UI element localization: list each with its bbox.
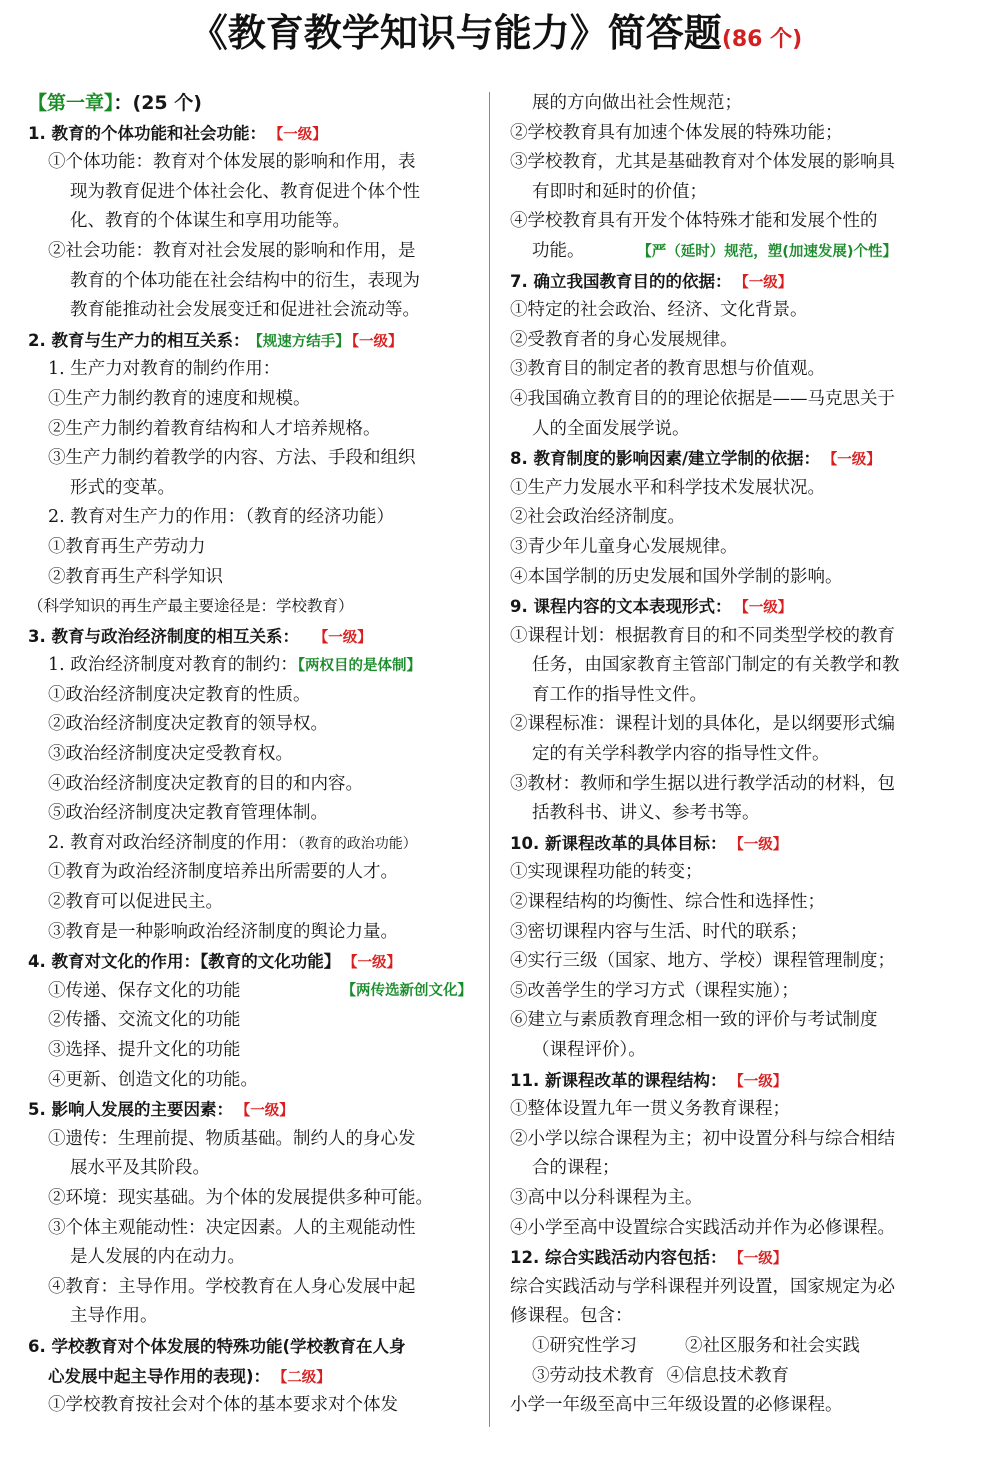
answer-line: 括教科书、讲义、参考书等。 [532,803,760,824]
answer-line: ②教育可以促进民主。 [48,892,223,913]
paragraph-line: 综合实践活动与学科课程并列设置，国家规定为必 [510,1276,895,1297]
level-tag: 【一级】 [736,836,788,853]
chapter-heading [28,89,478,119]
mnemonic-tag: 【两传选新创文化】 [341,982,472,999]
answer-line: ①生产力制约教育的速度和规模。 [48,388,311,409]
level-tag: 【一级】 [351,333,403,350]
answer-line: ②传播、交流文化的功能 [48,1010,241,1031]
answer-line: ②小学以综合课程为主；初中设置分科与综合相结 [510,1128,895,1149]
answer-line [28,977,478,1007]
answer-line: ②环境：现实基础。为个体的发展提供多种可能。 [48,1187,433,1208]
question-title: 6. 学校教育对个体发展的特殊功能(学校教育在人身 [28,1336,406,1356]
answer-line: ①实现课程功能的转变； [510,862,703,883]
paragraph-line: 小学一年级至高中三年级设置的必修课程。 [510,1395,843,1416]
question-title [28,947,478,977]
answer-line: ③密切课程内容与生活、时代的联系； [510,921,808,942]
answer-line: ③青少年儿童身心发展规律。 [510,536,738,557]
mnemonic-tag: 【规速方结手】 [255,333,350,350]
answer-line: 化、教育的个体谋生和享用功能等。 [70,211,350,232]
sub-heading-text: 1. 政治经济制度对教育的制约： [48,655,298,676]
answer-line: ④政治经济制度决定教育的目的和内容。 [48,773,363,794]
answer-line: 形式的变革。 [70,477,175,498]
answer-text: 功能。 [532,240,585,261]
note-line: （科学知识的再生产最主要途径是：学校教育） [28,597,354,616]
answer-line: 定的有关学科教学内容的指导性文件。 [532,744,830,765]
answer-line: ②受教育者的身心发展规律。 [510,329,738,350]
answer-line: ①个体功能：教育对个体发展的影响和作用，表 [48,152,416,173]
answer-line: 教育的个体功能在社会结构中的衍生，表现为 [70,270,420,291]
content-items-row [510,1332,960,1362]
answer-line: ⑤改善学生的学习方式（课程实施）； [510,980,799,1001]
answer-line: ③教育目的制定者的教育思想与价值观。 [510,359,825,380]
answer-line: ②政治经济制度决定教育的领导权。 [48,714,328,735]
chapter-count: ：(25 个) [113,92,202,114]
answer-line [510,237,960,267]
answer-line: 教育能推动社会发展变迁和促进社会流动等。 [70,300,420,321]
answer-line: 是人发展的内在动力。 [70,1247,245,1268]
right-column [510,89,960,1421]
question-text: 1. 教育的个体功能和社会功能： [28,123,266,143]
level-tag: 【一级】 [350,955,401,972]
answer-line: 展水平及其阶段。 [70,1158,210,1179]
content-item: ③劳动技术教育 [532,1365,655,1386]
answer-line: ①教育再生产劳动力 [48,536,206,557]
answer-line: （课程评价）。 [532,1040,646,1060]
question-text: 9. 课程内容的文本表现形式： [510,597,732,617]
answer-line: ①教育为政治经济制度培养出所需要的人才。 [48,862,398,883]
answer-line: ③教育是一种影响政治经济制度的舆论力量。 [48,921,398,942]
level-tag: 【一级】 [321,629,372,646]
answer-line: ⑥建立与素质教育理念相一致的评价与考试制度 [510,1010,878,1031]
answer-line: ②课程标准：课程计划的具体化，是以纲要形式编 [510,714,895,735]
question-title [510,1066,960,1096]
question-title [510,829,960,859]
answer-line: ①整体设置九年一贯义务教育课程； [510,1099,790,1120]
question-text: 10. 新课程改革的具体目标： [510,833,727,853]
answer-line: ①生产力发展水平和科学技术发展状况。 [510,477,825,498]
mnemonic-tag: 【两权目的是体制】 [297,658,422,675]
chapter-name: 【第一章】 [28,92,114,114]
answer-line: ③学校教育，尤其是基础教育对个体发展的影响具 [510,152,895,173]
question-text: 心发展中起主导作用的表现)： [48,1366,271,1386]
question-text: 2. 教育与生产力的相互关系： [28,330,250,350]
question-title [28,622,478,652]
answer-line: ①遗传：生理前提、物质基础。制约人的身心发 [48,1128,416,1149]
level-tag: 【一级】 [741,274,793,291]
answer-line: ②学校教育具有加速个体发展的特殊功能； [510,122,843,143]
level-tag: 【二级】 [280,1369,331,1386]
question-text: 4. 教育对文化的作用：【教育的文化功能】 [28,952,341,972]
answer-text: ①传递、保存文化的功能 [48,980,241,1001]
answer-line: 展的方向做出社会性规范； [532,93,742,113]
answer-line: ③教材：教师和学生据以进行教学活动的材料，包 [510,773,895,794]
sub-heading [28,829,478,859]
question-text: 7. 确立我国教育目的的依据： [510,271,732,291]
question-count: (86 个) [721,27,803,52]
question-title [510,592,960,622]
answer-line: ③高中以分科课程为主。 [510,1187,703,1208]
level-tag: 【一级】 [830,452,881,469]
level-tag: 【一级】 [243,1103,294,1120]
question-text: 8. 教育制度的影响因素/建立学制的依据： [510,449,821,469]
answer-line: ④实行三级（国家、地方、学校）课程管理制度； [510,951,895,972]
sub-heading [28,651,478,681]
answer-line: ⑤政治经济制度决定教育管理体制。 [48,803,328,824]
question-title [28,1095,478,1125]
answer-line: ④我国确立教育目的的理论依据是——马克思关于 [510,388,895,409]
answer-line: 现为教育促进个体社会化、教育促进个体个性 [70,181,420,202]
question-text: 3. 教育与政治经济制度的相互关系： [28,626,299,646]
mnemonic-tag: 【严（延时）规范，塑(加速发展)个性】 [644,243,898,260]
answer-line: ④学校教育具有开发个体特殊才能和发展个性的 [510,211,878,232]
answer-line: ①政治经济制度决定教育的性质。 [48,684,311,705]
question-title [28,119,478,149]
question-text: 11. 新课程改革的课程结构： [510,1070,727,1090]
answer-line: ②生产力制约着教育结构和人才培养规格。 [48,418,381,439]
question-title [510,1243,960,1273]
level-tag: 【一级】 [276,126,327,143]
answer-line: 育工作的指导性文件。 [532,684,707,705]
question-title [510,444,960,474]
question-text: 5. 影响人发展的主要因素： [28,1100,233,1120]
answer-line: 合的课程； [532,1158,620,1179]
answer-line: ②教育再生产科学知识 [48,566,223,587]
answer-line: ④本国学制的历史发展和国外学制的影响。 [510,566,843,587]
content-item: ④信息技术教育 [666,1365,789,1386]
level-tag: 【一级】 [741,600,793,617]
answer-line: 有即时和延时的价值； [532,181,707,202]
answer-line: ②社会政治经济制度。 [510,507,685,528]
sub-heading: 1. 生产力对教育的制约作用： [48,359,281,380]
answer-line: ④更新、创造文化的功能。 [48,1069,258,1090]
answer-line: 任务，由国家教育主管部门制定的有关教学和教 [532,655,900,676]
answer-line: ①特定的社会政治、经济、文化背景。 [510,300,808,321]
question-title-cont [28,1362,478,1392]
sub-heading-note: （教育的政治功能） [297,835,417,852]
question-title [510,267,960,297]
answer-line: ④教育：主导作用。学校教育在人身心发展中起 [48,1276,416,1297]
answer-line: ①课程计划：根据教育目的和不同类型学校的教育 [510,625,895,646]
level-tag: 【一级】 [736,1251,788,1268]
answer-line: ②社会功能：教育对社会发展的影响和作用，是 [48,240,416,261]
answer-line: ④小学至高中设置综合实践活动并作为必修课程。 [510,1217,895,1238]
sub-heading-text: 2. 教育对政治经济制度的作用： [48,832,298,853]
answer-line: ①学校教育按社会对个体的基本要求对个体发 [48,1395,398,1416]
answer-line: ②课程结构的均衡性、综合性和选择性； [510,892,825,913]
page-title [0,8,992,65]
column-divider [489,92,490,1427]
sub-heading: 2. 教育对生产力的作用：（教育的经济功能） [48,507,395,528]
answer-line: ③个体主观能动性：决定因素。人的主观能动性 [48,1217,416,1238]
level-tag: 【一级】 [736,1073,788,1090]
content-items-row [510,1362,960,1392]
paragraph-line: 修课程。包含： [510,1306,633,1327]
question-text: 12. 综合实践活动内容包括： [510,1248,727,1268]
left-column [28,89,478,1421]
answer-line: ③选择、提升文化的功能 [48,1040,241,1060]
content-item: ①研究性学习 [532,1335,637,1356]
answer-line: 主导作用。 [70,1306,158,1327]
answer-line: ③生产力制约着教学的内容、方法、手段和组织 [48,448,416,469]
answer-line: 人的全面发展学说。 [532,418,690,439]
question-title [28,326,478,356]
title-main: 《教育教学知识与能力》简答题 [189,11,722,55]
content-item: ②社区服务和社会实践 [685,1335,860,1356]
answer-line: ③政治经济制度决定受教育权。 [48,744,293,765]
